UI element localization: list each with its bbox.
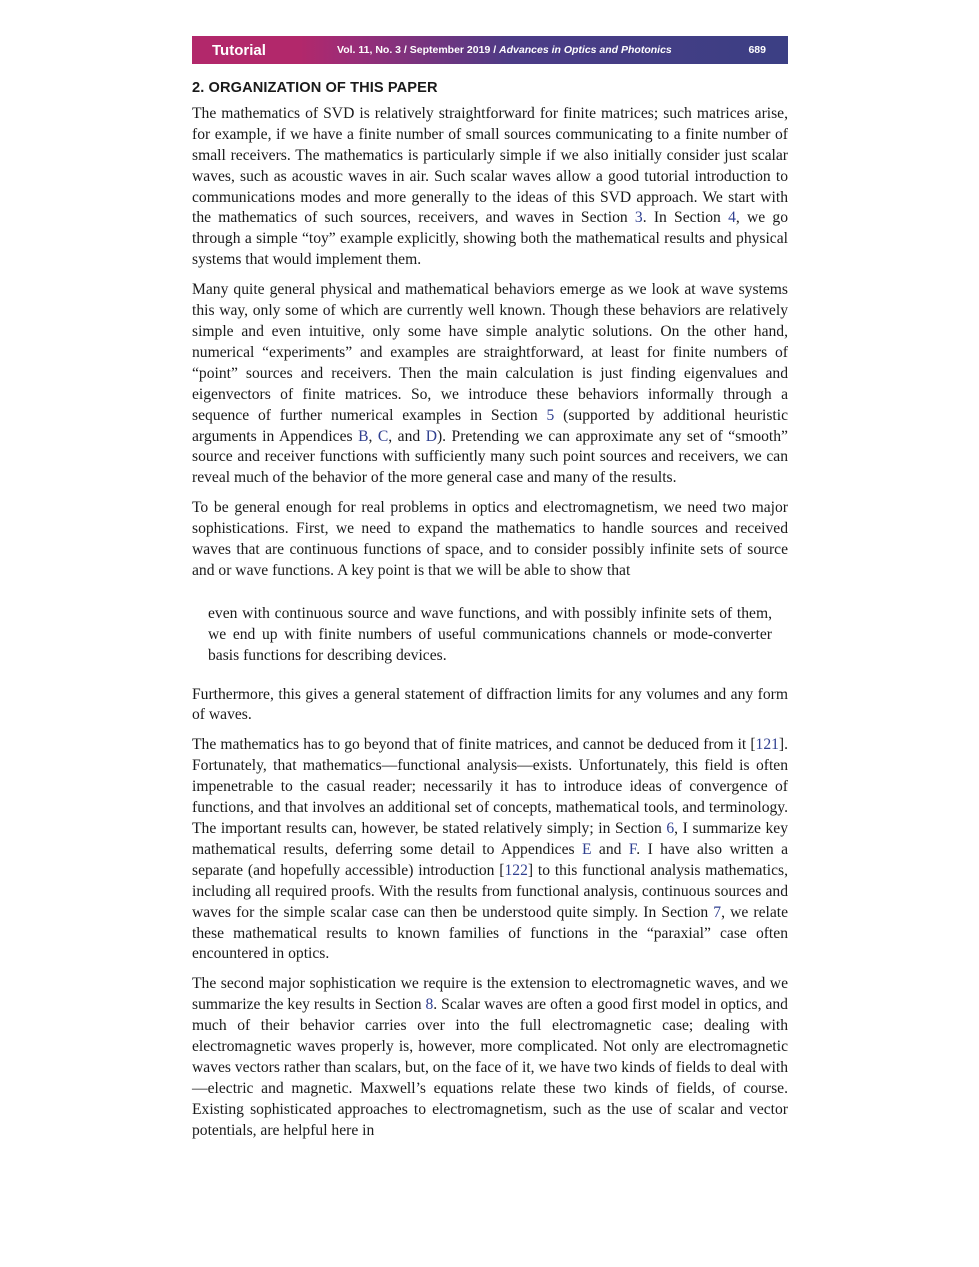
text-run: , I summarize key mathematical results, deferring some detail to Appendices xyxy=(192,820,788,858)
block-quote: even with continuous source and wave functions, and with possibly infinite sets of them, we end up with finite numbers of useful communications channels or mode-converter basis functions for describing devices. xyxy=(208,604,772,664)
section-link[interactable]: 3 xyxy=(634,209,643,227)
paragraph-4: Furthermore, this gives a general statement of diffraction limits for any volumes and any form of waves. xyxy=(192,685,788,724)
text-run: The mathematics has to go beyond that of finite matrices, and cannot be deduced from it [ xyxy=(192,736,756,754)
text-run: , and xyxy=(388,427,426,445)
paragraph-3: To be general enough for real problems in optics and electromagnetism, we need two major sophistications. First, we need to expand the mathematics to handle sources and received waves that are continuous functions of space, and to consider possibly infinite sets of source and or wave functions. A key point is that we will be able to show that xyxy=(192,499,788,579)
paragraph-6 xyxy=(192,974,788,1141)
section-heading: 2. ORGANIZATION OF THIS PAPER xyxy=(192,80,438,96)
appendix-link[interactable]: B xyxy=(358,427,369,445)
appendix-link[interactable]: F xyxy=(628,840,637,858)
paragraph-5 xyxy=(192,735,788,965)
paragraph-2 xyxy=(192,280,788,489)
text-run: (supported by additional heuristic arguments in Appendices xyxy=(192,406,789,445)
paragraph-1 xyxy=(192,104,788,271)
section-link[interactable]: 6 xyxy=(666,820,675,837)
text-run: , we go through a simple “toy” example explicitly, showing both the mathematical results and physical systems that would implement them. xyxy=(192,209,788,269)
section-link[interactable]: 8 xyxy=(425,996,434,1014)
section-link[interactable]: 7 xyxy=(713,903,722,921)
article-body xyxy=(192,78,788,1151)
text-run: , xyxy=(368,427,378,445)
text-run: ). Pretending we can approximate any set of “smooth” source and receiver functions with sufficiently many such point sources and receivers, we can reveal much of the behavior of the more general case and many of the results. xyxy=(192,427,788,487)
text-run: Many quite general physical and mathematical behaviors emerge as we look at wave systems this way, only some of which are currently well known. Though these behaviors are relatively simple and even intuitive, only some have simple analytic solutions. On the other hand, numerical “experiments” and examples are straightforward, at least for finite numbers of “point” sources and receivers. Then the main calculation is just finding eigenvalues and eigenvectors of finite matrices. So, we introduce these behaviors informally through a sequence of further numerical examples in Section xyxy=(192,281,788,424)
citation-link[interactable]: 122 xyxy=(504,861,528,879)
text-run: The mathematics of SVD is relatively straightforward for finite matrices; such matrices arise, for example, if we have a finite number of small sources communicating to a finite number of small receivers. The mathematics is particularly simple if we also initially consider just scalar waves, such as acoustic waves in air. Such scalar waves allow a good tutorial introduction to communications modes and more generally to the ideas of this SVD approach. We start with the mathematics of such sources, receivers, and waves in Section xyxy=(192,104,788,227)
text-run: . I have also written a separate (and hopefully accessible) introduction [ xyxy=(192,840,788,879)
volume-info xyxy=(317,44,672,56)
text-run: and xyxy=(591,840,629,858)
text-run: , we relate these mathematical results to known families of functions in the “paraxial” case often encountered in optics. xyxy=(192,903,788,963)
section-link[interactable]: 4 xyxy=(728,209,736,227)
journal-header-bar xyxy=(192,36,788,64)
text-run: ]. Fortunately, that mathematics—functional analysis—exists. Unfortunately, this field is often impenetrable to the casual reader; necessarily it has to introduce ideas of convergence of functions, and that involves an additional set of concepts, mathematical tools, and terminology. The important results can, however, be stated relatively simply; in Section xyxy=(192,736,788,837)
journal-title: Advances in Optics and Photonics xyxy=(499,44,672,56)
text-run: . In Section xyxy=(642,209,729,227)
text-run: The second major sophistication we require is the extension to electromagnetic waves, and we summarize the key results in Section xyxy=(192,975,788,1014)
appendix-link[interactable]: C xyxy=(377,427,389,445)
appendix-link[interactable]: E xyxy=(581,840,592,858)
citation-link[interactable]: 121 xyxy=(755,736,779,754)
text-run: . Scalar waves are often a good first model in optics, and much of their behavior carries over into the full electromagnetic case; dealing with electromagnetic waves properly is, however, more complicated. Not only are electromagnetic waves vectors rather than scalars, but, on the face of it, we have two kinds of fields to deal with—electric and magnetic. Maxwell’s equations relate these two kinds of fields, of course. Existing sophisticated approaches to electromagnetism, such as the use of scalar and vector potentials, are helpful here in xyxy=(192,996,788,1139)
article-type-tag: Tutorial xyxy=(212,41,266,59)
appendix-link[interactable]: D xyxy=(425,427,437,445)
text-run: ] to this functional analysis mathematics, including all required proofs. With the results from functional analysis, continuous sources and waves for the simple scalar case can then be understood quite simply. In Section xyxy=(192,861,788,921)
volume-issue-date: Vol. 11, No. 3 / September 2019 / xyxy=(337,44,500,56)
section-link[interactable]: 5 xyxy=(546,406,555,424)
page-number: 689 xyxy=(748,44,766,56)
